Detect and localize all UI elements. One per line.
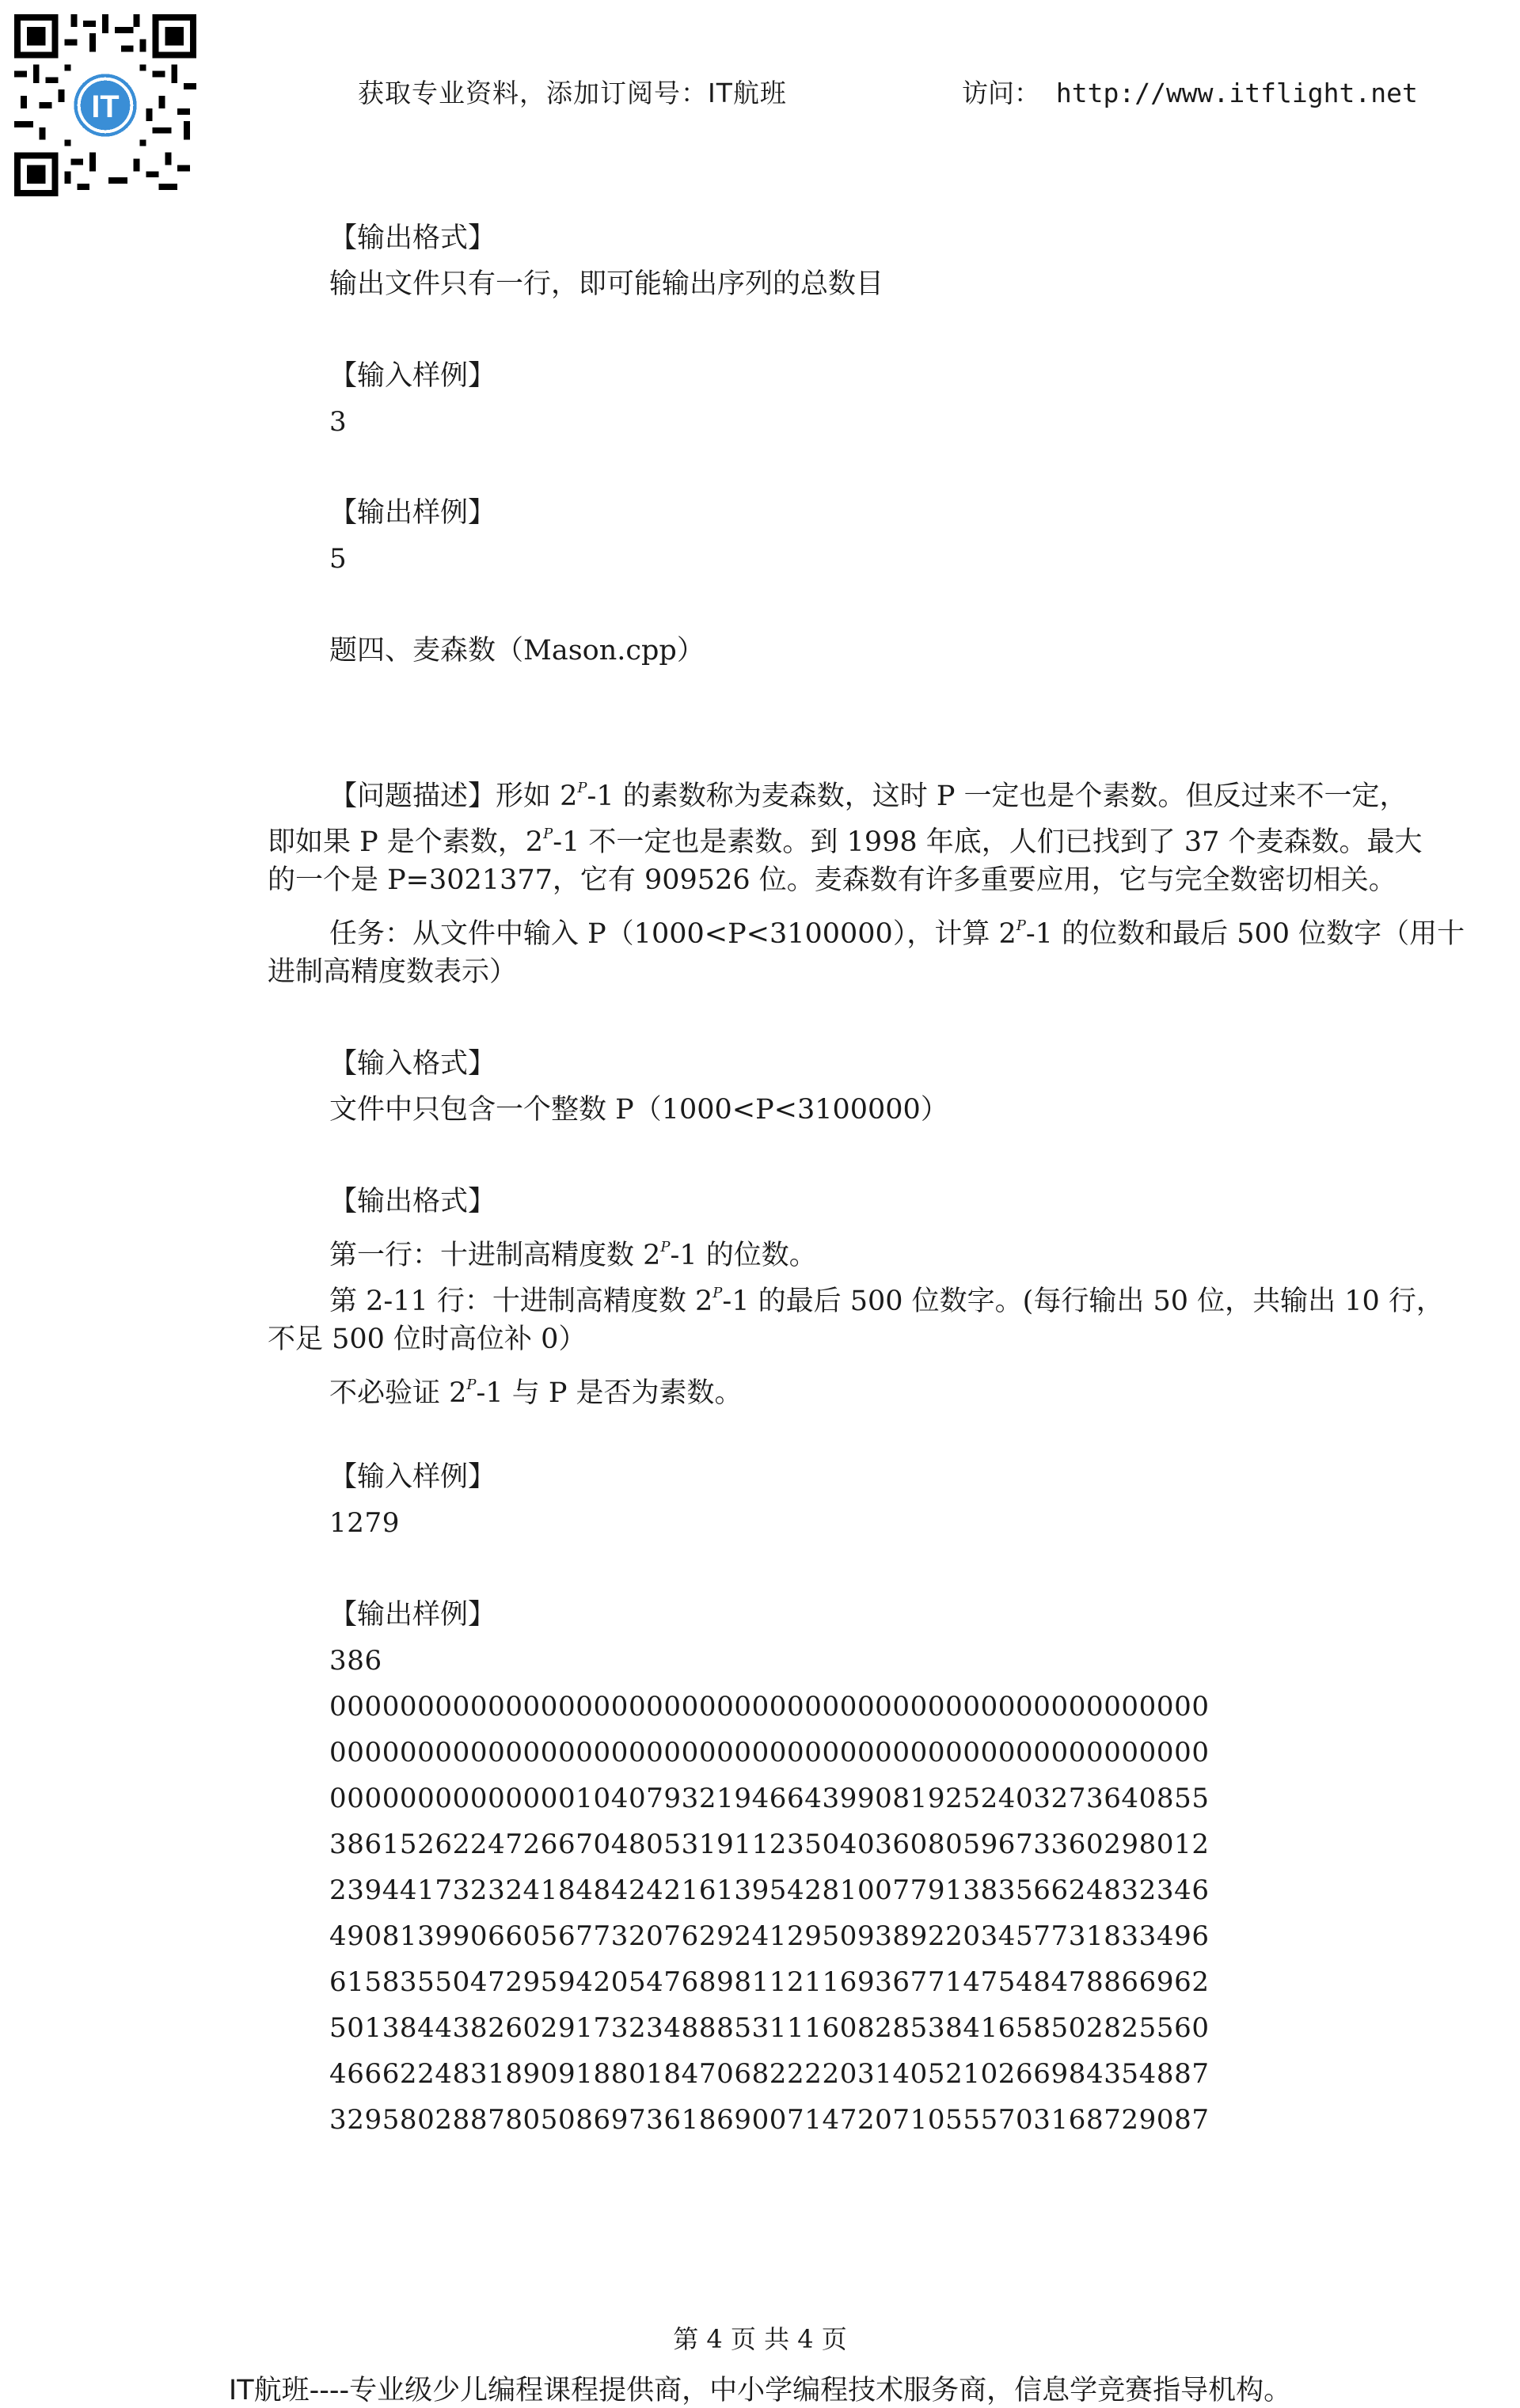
output-format-line: 第 2-11 行：十进制高精度数 $2^P-1$ 的最后 500 位数字。(每行输出 50 位，共输出 10 行， [329,1285,1444,1317]
problem-description-line: 的一个是 P=3021377，它有 909526 位。麦森数有许多重要应用，它与完全数密切相关。 [268,864,1396,896]
output-sample-heading: 【输出样例】 [329,497,496,529]
output-sample-value: 5 [329,543,348,575]
problem-description-line: 【问题描述】形如 $2^P-1$ 的素数称为麦森数，这时 P 一定也是个素数。但反过来不一定， [329,780,1408,812]
footer-slogan: IT航班----专业级少儿编程课程提供商，中小学编程技术服务商，信息学竞赛指导机构。 [228,2375,1292,2406]
problem-title: 题四、麦森数（Mason.cpp） [329,635,705,667]
header-subscribe-text: 获取专业资料，添加订阅号：IT航班 [358,78,787,108]
output-sample-digit-count: 386 [329,1645,382,1677]
task-line: 进制高精度数表示） [268,956,518,988]
output-format-line: 不足 500 位时高位补 0） [268,1324,587,1355]
output-format-heading: 【输出格式】 [329,222,496,254]
header-website-link[interactable]: 访问： http://www.itflight.net [962,78,1418,108]
output-sample-heading: 【输出样例】 [329,1599,496,1631]
input-format-heading: 【输入格式】 [329,1048,496,1080]
input-sample-heading: 【输入样例】 [329,360,496,392]
task-line: 任务：从文件中输入 P（1000<P<3100000），计算 $2^P-1$ 的位数和最后 500 位数字（用十 [329,917,1465,950]
output-sample-digits-line: 38615262247266704805319112350403608059673360298012 [329,1829,1210,1860]
output-sample-digits-line: 32958028878050869736186900714720710555703168729087 [329,2104,1210,2136]
output-format-line: 不必验证 $2^P-1$ 与 P 是否为素数。 [329,1377,743,1409]
input-sample-value: 3 [329,406,348,438]
output-sample-digits-line: 00000000000000000000000000000000000000000000000000 [329,1691,1210,1722]
output-sample-digits-line: 49081399066056773207629241295093892203457731833496 [329,1920,1210,1952]
input-sample-value: 1279 [329,1507,400,1539]
output-sample-digits-line: 23944173232418484242161395428100779138356624832346 [329,1874,1210,1906]
output-format-text: 输出文件只有一行，即可能输出序列的总数目 [329,268,884,300]
output-format-heading: 【输出格式】 [329,1186,496,1217]
input-sample-heading: 【输入样例】 [329,1461,496,1493]
qr-code [14,14,196,196]
output-sample-digits-line: 61583550472959420547689811211693677147548478866962 [329,1966,1210,1998]
problem-description-line: 即如果 P 是个素数，$2^P-1$ 不一定也是素数。到 1998 年底，人们已找到了 37 个麦森数。最大 [268,826,1423,858]
output-sample-digits-line: 00000000000000104079321946643990819252403273640855 [329,1783,1210,1814]
page-indicator: 第 4 页 共 4 页 [673,2324,847,2354]
output-sample-digits-line: 00000000000000000000000000000000000000000000000000 [329,1737,1210,1768]
output-sample-digits-line: 50138443826029173234888531116082853841658502825560 [329,2012,1210,2044]
output-format-line: 第一行：十进制高精度数 $2^P-1$ 的位数。 [329,1239,817,1271]
svg-text:IT: IT [91,89,120,125]
output-sample-digits-line: 46662248318909188018470682222031405210266984354887 [329,2058,1210,2090]
input-format-text: 文件中只包含一个整数 P（1000<P<3100000） [329,1094,948,1126]
